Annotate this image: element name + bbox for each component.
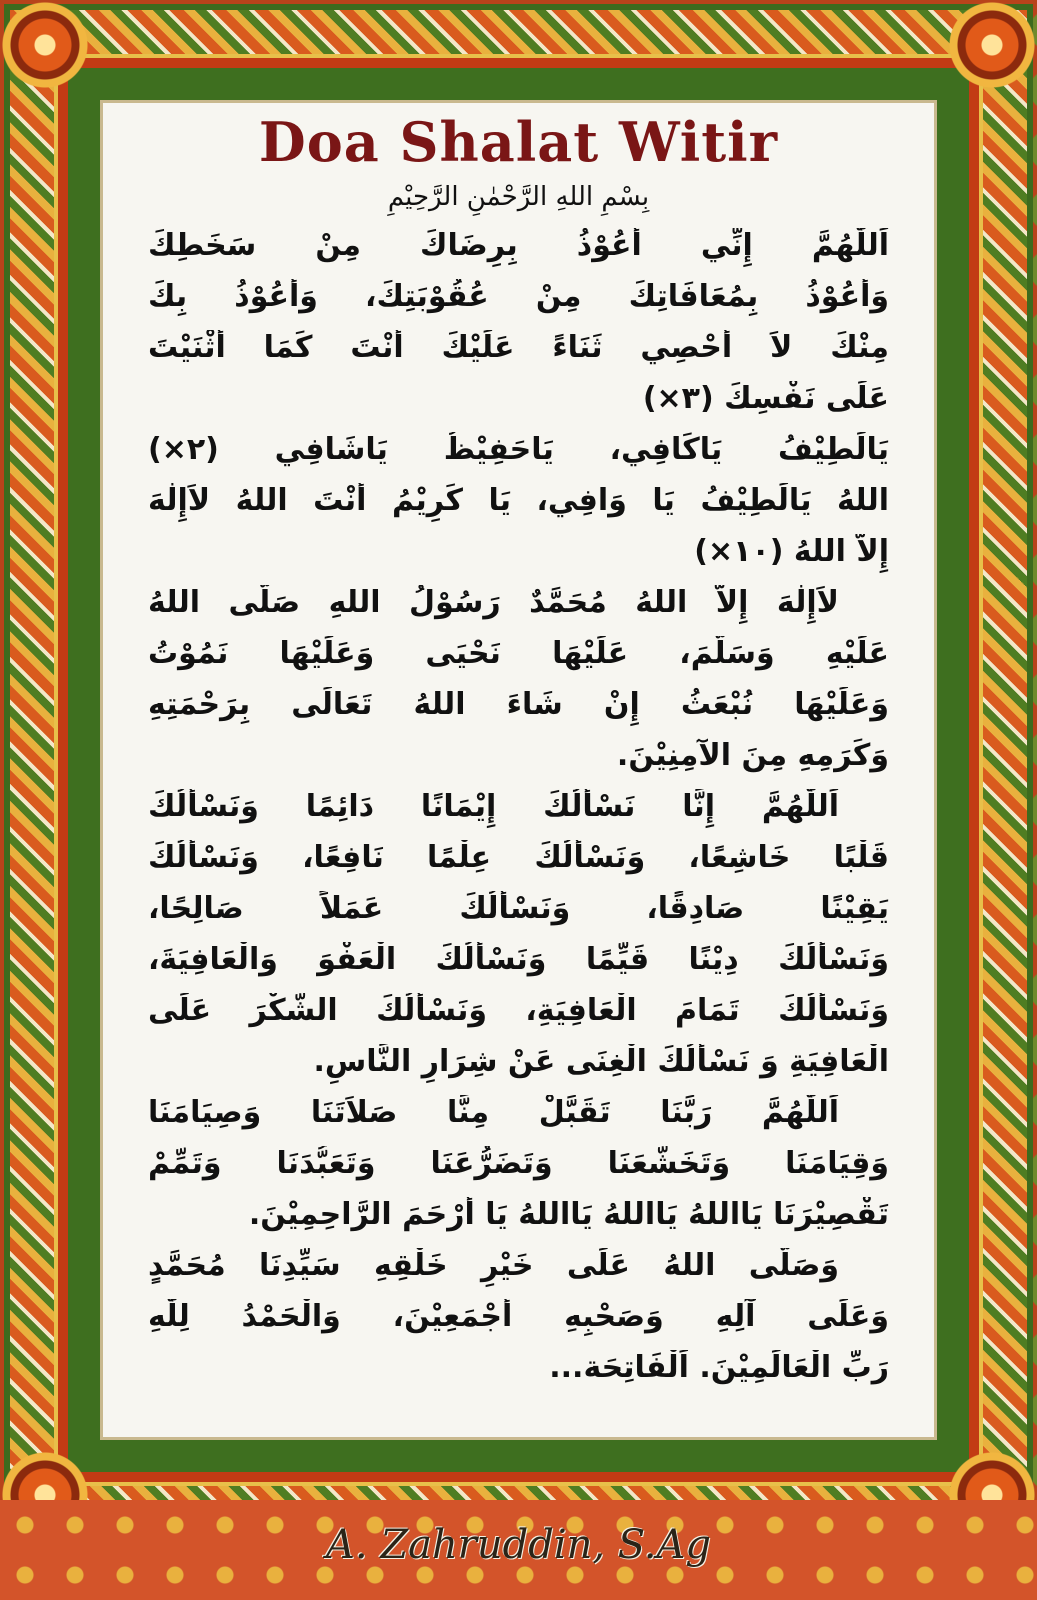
- prayer-line: لاَإِلٰهَ إِلاَّ اللهُ مُحَمَّدٌ رَسُوْلُ اللهِ صَلَّى اللهُ: [148, 585, 839, 620]
- prayer-line: اَللّٰهُمَّ إِنَّا نَسْأَلُكَ إِيْمَانًا دَائِمًا وَنَسْأَلُكَ: [148, 789, 839, 824]
- prayer-line: اللهُ يَالَطِيْفُ يَا وَافِي، يَا كَرِيْمُ أَنْتَ اللهُ لاَإِلٰهَ: [148, 483, 889, 518]
- prayer-line: قَلْبًا خَاشِعًا، وَنَسْأَلُكَ عِلْمًا نَافِعًا، وَنَسْأَلُكَ: [148, 840, 889, 875]
- prayer-line: وَأَعُوْذُ بِمُعَافَاتِكَ مِنْ عُقُوْبَتِكَ، وَأَعُوْذُ بِكَ: [148, 279, 889, 314]
- prayer-line: إِلاَّ اللهُ (١٠×): [694, 534, 889, 569]
- prayer-line: عَلَى نَفْسِكَ (٣×): [642, 381, 889, 416]
- prayer-line: وَنَسْأَلُكَ دِيْنًا قَيِّمًا وَنَسْأَلُكَ الْعَفْوَ وَالْعَافِيَةَ،: [148, 942, 889, 977]
- prayer-line: رَبِّ الْعَالَمِيْنَ. اَلْفَاتِحَة...: [549, 1350, 889, 1385]
- prayer-text: [148, 228, 889, 1401]
- basmala: بِسْمِ اللهِ الرَّحْمٰنِ الرَّحِيْمِ: [387, 182, 650, 212]
- prayer-line: الْعَافِيَةِ وَ نَسْأَلُكَ الْغِنَى عَنْ شِرَارِ النَّاسِ.: [313, 1044, 889, 1079]
- corner-flower-icon: [947, 0, 1037, 90]
- prayer-line: يَقِيْنًا صَادِقًا، وَنَسْأَلُكَ عَمَلاً صَالِحًا،: [148, 891, 889, 926]
- prayer-line: وَكَرَمِهِ مِنَ الآمِنِيْنَ.: [616, 738, 889, 773]
- text-panel: [100, 100, 937, 1440]
- prayer-line: يَالَطِيْفُ يَاكَافِي، يَاحَفِيْظُ يَاشَافِي (٢×): [148, 432, 889, 467]
- prayer-line: عَلَيْهِ وَسَلَّمَ، عَلَيْهَا نَحْيَى وَعَلَيْهَا نَمُوْتُ: [148, 636, 889, 671]
- prayer-line: اَللّٰهُمَّ رَبَّنَا تَقَبَّلْ مِنَّا صَلاَتَنَا وَصِيَامَنَا: [148, 1095, 839, 1130]
- prayer-line: وَنَسْأَلُكَ تَمَامَ الْعَافِيَةِ، وَنَسْأَلُكَ الشُّكْرَ عَلَى: [148, 993, 889, 1028]
- corner-flower-icon: [0, 0, 90, 90]
- prayer-line: وَقِيَامَنَا وَتَخَشُّعَنَا وَتَضَرُّعَنَا وَتَعَبُّدَنَا وَتَمِّمْ: [148, 1146, 889, 1181]
- prayer-line: اَللّٰهُمَّ إِنِّي أَعُوْذُ بِرِضَاكَ مِنْ سَخَطِكَ: [148, 228, 889, 263]
- page-title: Doa Shalat Witir: [258, 110, 779, 174]
- prayer-line: تَقْصِيْرَنَا يَااللهُ يَااللهُ يَااللهُ يَا أَرْحَمَ الرَّاحِمِيْنَ.: [248, 1197, 889, 1232]
- prayer-line: وَعَلَى آلِهِ وَصَحْبِهِ أَجْمَعِيْنَ، وَالْحَمْدُ لِلّٰهِ: [148, 1299, 889, 1334]
- prayer-line: مِنْكَ لاَ أُحْصِي ثَنَاءً عَلَيْكَ أَنْتَ كَمَا أَثْنَيْتَ: [148, 330, 889, 365]
- prayer-line: وَصَلَّى اللهُ عَلَى خَيْرِ خَلْقِهِ سَيِّدِنَا مُحَمَّدٍ: [148, 1248, 839, 1283]
- author-signature: A. Zahruddin, S.Ag: [326, 1522, 711, 1568]
- prayer-line: وَعَلَيْهَا نُبْعَثُ إِنْ شَاءَ اللهُ تَعَالَى بِرَحْمَتِهِ: [148, 687, 889, 722]
